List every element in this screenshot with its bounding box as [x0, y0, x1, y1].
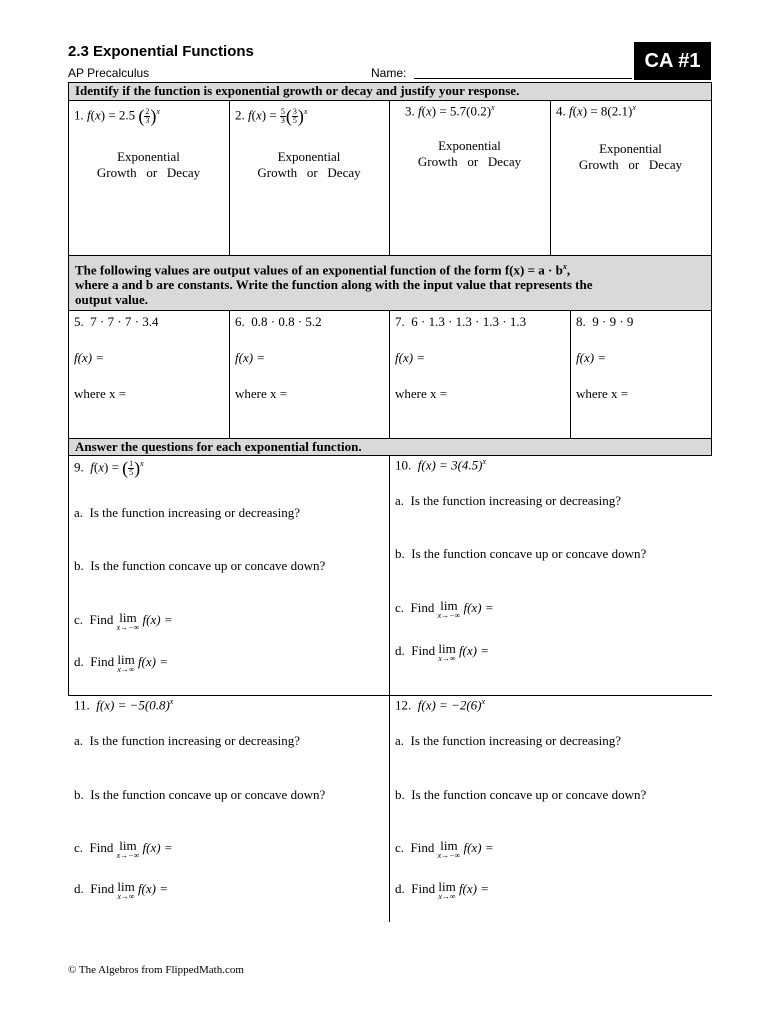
assignment-badge: CA #1 [634, 42, 711, 80]
problem-11-question-b: b. Is the function concave up or concave down? [74, 787, 326, 802]
s3-border-left [68, 456, 69, 696]
problem-12-function: 12. $f(x) = -2(6)^x$ [395, 697, 486, 713]
problem-9-question-d: d. Find lim x→∞ f(x) = [74, 652, 168, 674]
section1-instruction: Identify if the function is exponential growth or decay and justify your response. [68, 82, 712, 101]
problem-7: 7. 6 · 1.3 · 1.3 · 1.3 · 1.3 f(x) = where x = [395, 314, 527, 401]
problem-11-question-c: c. Find lim x→−∞ f(x) = [74, 838, 173, 860]
problem-11-question-a: a. Is the function increasing or decreasing? [74, 733, 300, 748]
s2-divider-1 [229, 311, 230, 438]
problem-11-function: 11. $f(x) = -5(0.8)^x$ [74, 697, 174, 713]
problem-10-question-b: b. Is the function concave up or concave down? [395, 546, 647, 561]
problem-9-question-a: a. Is the function increasing or decreasing? [74, 505, 300, 520]
problem-9-question-b: b. Is the function concave up or concave down? [74, 558, 326, 573]
s2-divider-3 [570, 311, 571, 438]
problem-4-choice: Exponential Growth or Decay [578, 141, 683, 172]
problem-10-function: 10. $f(x) = 3(4.5)^x$ [395, 457, 487, 473]
problem-1-choice: Exponential Growth or Decay [96, 149, 201, 180]
problem-11-question-d: d. Find lim x→∞ f(x) = [74, 879, 168, 901]
copyright-footer: © The Algebros from FlippedMath.com [68, 964, 244, 976]
problem-6: 6. 0.8 · 0.8 · 5.2 f(x) = where x = [235, 314, 322, 401]
problem-12-question-b: b. Is the function concave up or concave down? [395, 787, 647, 802]
problem-10-question-c: c. Find lim x→−∞ f(x) = [395, 598, 494, 620]
problem-3-choice: Exponential Growth or Decay [417, 138, 522, 169]
problem-8: 8. 9 · 9 · 9 f(x) = where x = [576, 314, 634, 401]
problem-9-question-c: c. Find lim x→−∞ f(x) = [74, 610, 173, 632]
s2-divider-2 [389, 311, 390, 438]
problem-2-function: 2. f(x) = $\frac{5}{3}$ ( $\frac{3}{5}$ )$^x$ [235, 106, 308, 126]
problem-3-function: 3. $f(x) = 5.7(0.2)^x$ [405, 103, 495, 119]
name-blank-line [414, 78, 632, 79]
problem-10-question-a: a. Is the function increasing or decreasing? [395, 493, 621, 508]
problem-9-function: 9. f(x) = ( $\frac{1}{5}$ )$^x$ [74, 458, 144, 478]
s2-border-right [711, 311, 712, 438]
problem-12-question-c: c. Find lim x→−∞ f(x) = [395, 838, 494, 860]
name-label: Name: [371, 66, 407, 80]
problem-12-question-d: d. Find lim x→∞ f(x) = [395, 879, 489, 901]
s1-divider-3 [550, 101, 551, 255]
worksheet-title: 2.3 Exponential Functions [68, 43, 254, 60]
section2-instruction: The following values are output values of an exponential function of the form $f(x) = a \cdot b^x$, where a and b are constants. Write the function along with the input value that represents the output value. [68, 255, 712, 311]
problem-5: 5. 7 · 7 · 7 · 3.4 f(x) = where x = [74, 314, 159, 401]
problem-12-question-a: a. Is the function increasing or decreasing? [395, 733, 621, 748]
s3-center-divider [389, 456, 390, 922]
s2-border-left [68, 311, 69, 438]
section3-instruction: Answer the questions for each exponential function. [68, 438, 712, 456]
problem-4-function: 4. $f(x) = 8(2.1)^x$ [556, 103, 636, 119]
s1-divider-2 [389, 101, 390, 255]
problem-2-choice: Exponential Growth or Decay [257, 149, 361, 180]
problem-1-function: 1. f(x) = 2.5 ( $\frac{2}{3}$ )$^x$ [74, 106, 160, 126]
s1-border-right [711, 101, 712, 255]
course-name: AP Precalculus [68, 66, 150, 80]
problem-10-question-d: d. Find lim x→∞ f(x) = [395, 641, 489, 663]
s3-row-divider [68, 695, 712, 696]
